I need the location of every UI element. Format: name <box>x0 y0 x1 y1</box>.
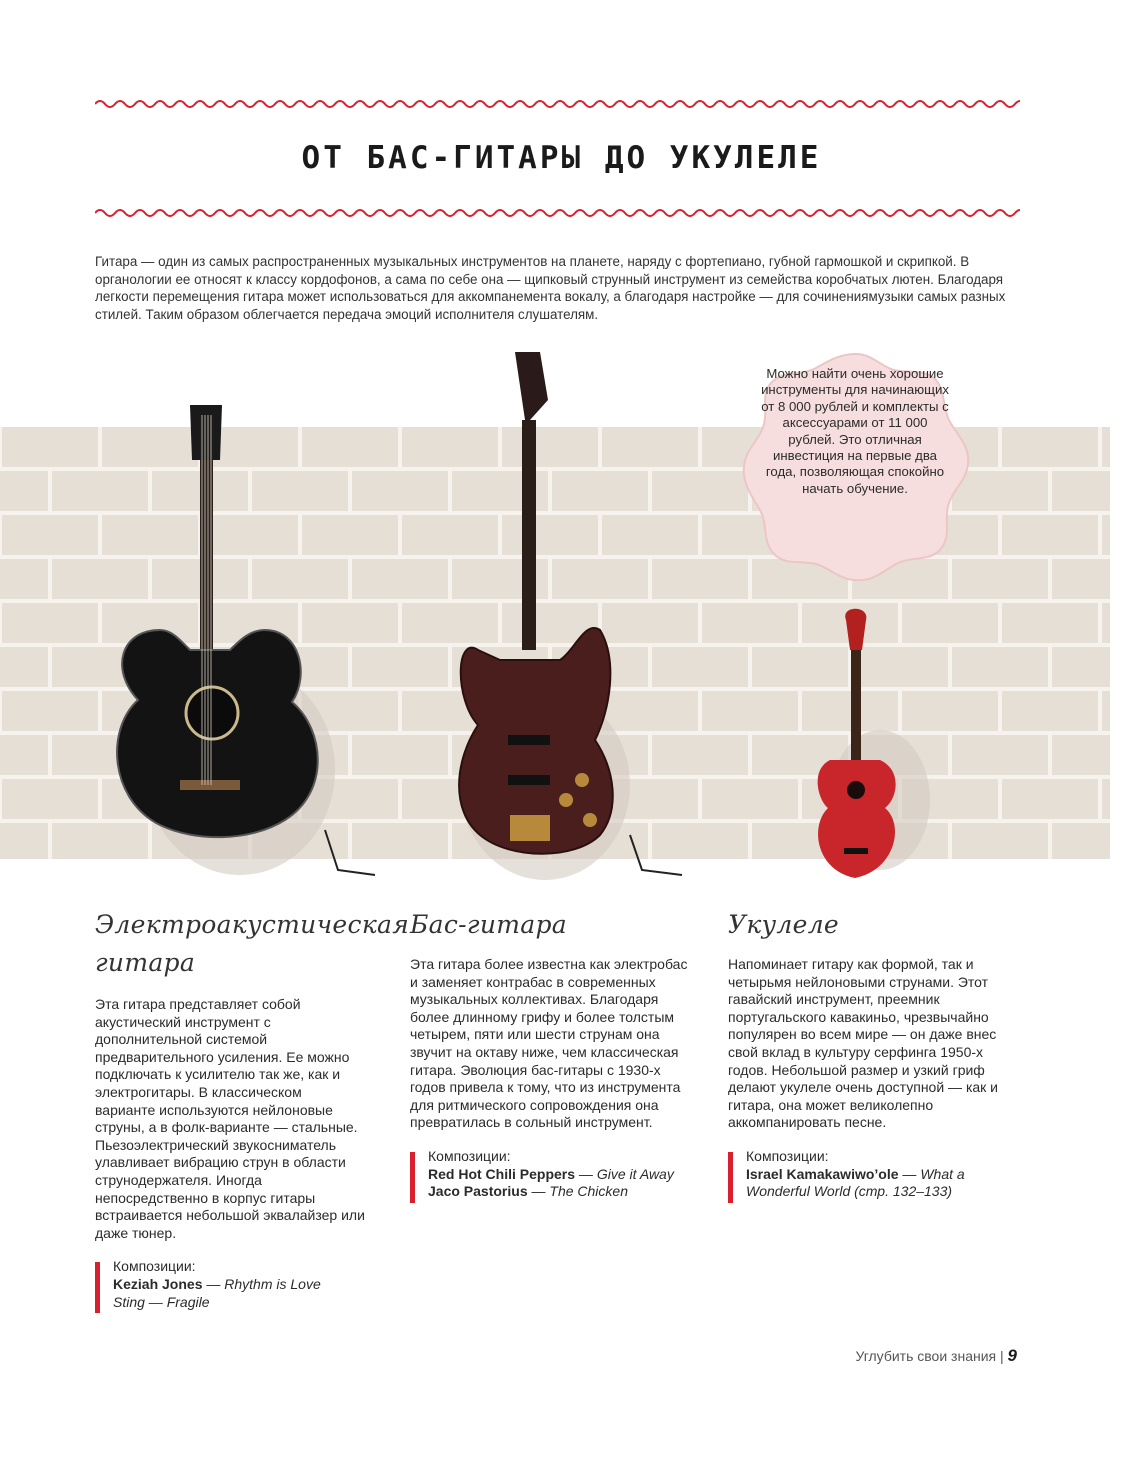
bottom-wavy-rule <box>95 207 1020 219</box>
column-ukulele <box>728 906 1020 1201</box>
price-badge-text: Можно найти очень хорошие инструменты для начинающих от 8 000 рублей и комплекты с аксессуарами от 11 000 рублей. Это отличная инвестиция на первые два года, позволяющая спокойно начать обучение. <box>761 366 949 496</box>
intro-paragraph: Гитара — один из самых распространенных музыкальных инструментов на планете, наряду с фортепиано, губной гармошкой и скрипкой. В органологии ее относят к классу кордофонов, а сама по себе она — щипковый струнный инструмент из семейства коробчатых лютен. Благодаря легкости перемещения гитара может использоваться для аккомпанемента вокалу, а благодаря настройке — для сочинениямузыки самых разных стилей. Таким образом облегчается передача эмоций исполнителя слушателям. <box>95 254 1006 322</box>
page-footer <box>855 1346 1017 1366</box>
songs-label: Композиции: <box>113 1258 196 1275</box>
footer-text: Углубить свои знания | <box>855 1348 1004 1364</box>
songs-block <box>728 1148 1020 1201</box>
page-title: ОТ БАС-ГИТАРЫ ДО УКУЛЕЛЕ <box>301 140 822 176</box>
bass-guitar <box>459 352 613 854</box>
column-heading: Электроакустическая гитара <box>95 910 410 977</box>
column-body: Напоминает гитару как формой, так и четырьмя нейлоновыми струнами. Этот гавайский инструмент, преемник португальского кавакиньо, чрезвычайно популярен во всем мире — он даже внес свой вклад в культуру серфинга 1950-х годов. Небольшой размер и узкий гриф делают укулеле очень доступной — как и гитара, она может великолепно аккомпанировать песне. <box>728 956 998 1131</box>
column-bass <box>410 906 695 1201</box>
songs-block <box>410 1148 695 1201</box>
top-wavy-rule <box>95 98 1020 110</box>
songs-block <box>95 1258 365 1311</box>
column-body: Эта гитара более известна как электробас и заменяет контрабас в современных музыкальных коллективах. Благодаря более длинному грифу и более толстым четырем, пяти или шести струнам она звучит на октаву ниже, чем классическая гитара. Эволюция бас-гитары с 1930-х годов привела к тому, что из инструмента для ритмического сопровождения она превратилась в сольный инструмент. <box>410 956 688 1131</box>
song-item: Keziah Jones — Rhythm is Love <box>113 1275 321 1292</box>
song-item: Red Hot Chili Peppers — Give it Away <box>428 1165 674 1182</box>
songs-label: Композиции: <box>746 1147 829 1164</box>
electroacoustic-guitar <box>117 405 318 837</box>
column-electroacoustic <box>95 906 410 1311</box>
songs-label: Композиции: <box>428 1147 511 1164</box>
song-item: Israel Kamakawiwo’ole — What a Wonderful World (стр. 132–133) <box>746 1165 965 1200</box>
column-heading: Укулеле <box>728 910 840 939</box>
column-body: Эта гитара представляет собой акустический инструмент с дополнительной системой предварительного усиления. Ее можно подключать к усилителю так же, как и электрогитары. В классическом варианте используются нейлоновые струны, а в фолк-варианте — стальные. Пьезоэлектрический звукосниматель улавливает вибрацию струн в области струнодержателя. Иногда непосредственно в корпус гитары встраивается небольшой эквалайзер или даже тюнер. <box>95 996 365 1241</box>
song-item: Sting — Fragile <box>113 1293 210 1310</box>
page-number: 9 <box>1007 1346 1017 1365</box>
column-heading: Бас-гитара <box>410 910 567 939</box>
song-item: Jaco Pastorius — The Chicken <box>428 1183 628 1200</box>
